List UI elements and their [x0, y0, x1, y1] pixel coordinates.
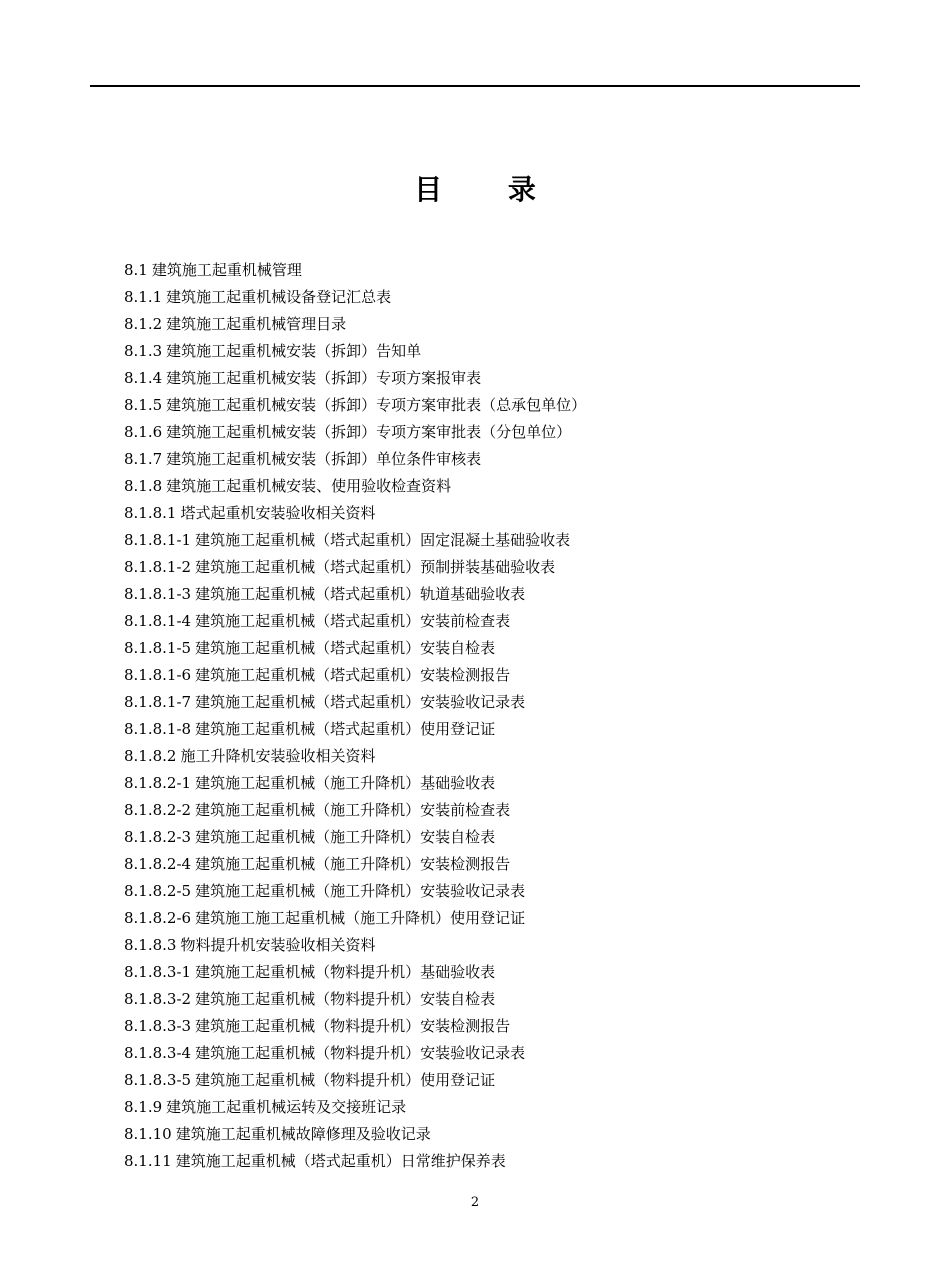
toc-entry: [124, 1094, 586, 1121]
toc-entry-text: 建筑施工起重机械管理: [151, 261, 302, 279]
toc-entry-number: 8.1: [124, 261, 148, 279]
toc-entry-number: 8.1.8.1: [124, 504, 177, 522]
toc-entry-text: 建筑施工起重机械（施工升降机）安装验收记录表: [195, 882, 526, 900]
toc-entry-number: 8.1.8.2-6: [124, 909, 192, 927]
toc-entry-number: 8.1.8.2: [124, 747, 177, 765]
toc-entry: [124, 797, 586, 824]
toc-entry-number: 8.1.8.2-3: [124, 828, 192, 846]
toc-entry-text: 建筑施工起重机械（施工升降机）安装前检查表: [195, 801, 511, 819]
toc-entry: [124, 743, 586, 770]
toc-entry-number: 8.1.8: [124, 477, 163, 495]
toc-entry: [124, 1013, 586, 1040]
toc-entry: [124, 932, 586, 959]
toc-entry-text: 建筑施工起重机械安装、使用验收检查资料: [166, 477, 452, 495]
toc-entry: [124, 419, 586, 446]
toc-entry: [124, 311, 586, 338]
toc-entry-number: 8.1.8.2-1: [124, 774, 192, 792]
toc-entry-number: 8.1.3: [124, 342, 163, 360]
toc-entry-text: 建筑施工起重机械（施工升降机）安装自检表: [195, 828, 496, 846]
toc-entry-text: 建筑施工起重机械安装（拆卸）告知单: [166, 342, 422, 360]
toc-entry-number: 8.1.11: [124, 1152, 172, 1170]
toc-entry-text: 建筑施工起重机械（物料提升机）安装检测报告: [195, 1017, 511, 1035]
toc-entry-text: 建筑施工起重机械安装（拆卸）专项方案审批表（总承包单位）: [166, 396, 587, 414]
toc-entry-text: 建筑施工起重机械（塔式起重机）预制拼装基础验收表: [195, 558, 556, 576]
toc-entry-number: 8.1.8.1-5: [124, 639, 192, 657]
toc-entry-number: 8.1.8.3-5: [124, 1071, 192, 1089]
toc-entry-number: 8.1.8.1-7: [124, 693, 192, 711]
toc-entry-text: 建筑施工起重机械故障修理及验收记录: [175, 1125, 431, 1143]
toc-entry: [124, 824, 586, 851]
toc-entry-number: 8.1.1: [124, 288, 163, 306]
toc-entry-number: 8.1.8.2-2: [124, 801, 192, 819]
toc-entry-number: 8.1.8.1-1: [124, 531, 192, 549]
toc-entry-text: 建筑施工起重机械（施工升降机）基础验收表: [195, 774, 496, 792]
toc-entry-number: 8.1.8.1-3: [124, 585, 192, 603]
toc-entry-number: 8.1.6: [124, 423, 163, 441]
toc-entry: [124, 446, 586, 473]
toc-entry-number: 8.1.8.3-2: [124, 990, 192, 1008]
toc-entry: [124, 851, 586, 878]
toc-entry: [124, 473, 586, 500]
toc-entry-text: 塔式起重机安装验收相关资料: [180, 504, 376, 522]
toc-entry: [124, 257, 586, 284]
toc-entry-text: 建筑施工起重机械（塔式起重机）固定混凝土基础验收表: [195, 531, 571, 549]
toc-entry-number: 8.1.8.3: [124, 936, 177, 954]
toc-entry-text: 建筑施工起重机械（塔式起重机）日常维护保养表: [175, 1152, 506, 1170]
toc-entry-number: 8.1.7: [124, 450, 163, 468]
toc-entry-text: 建筑施工起重机械（塔式起重机）使用登记证: [195, 720, 496, 738]
toc-entry: [124, 581, 586, 608]
toc-entry-number: 8.1.4: [124, 369, 163, 387]
table-of-contents: [124, 257, 586, 1175]
toc-entry-text: 建筑施工起重机械（物料提升机）安装自检表: [195, 990, 496, 1008]
page-title: 目 录: [414, 173, 564, 206]
toc-entry: [124, 527, 586, 554]
toc-entry: [124, 689, 586, 716]
toc-entry: [124, 554, 586, 581]
toc-entry-number: 8.1.8.1-8: [124, 720, 192, 738]
toc-entry: [124, 284, 586, 311]
toc-entry: [124, 959, 586, 986]
toc-entry: [124, 1121, 586, 1148]
toc-entry: [124, 905, 586, 932]
toc-entry: [124, 635, 586, 662]
toc-entry-number: 8.1.8.2-4: [124, 855, 192, 873]
toc-entry-text: 建筑施工起重机械管理目录: [166, 315, 347, 333]
toc-entry-text: 物料提升机安装验收相关资料: [180, 936, 376, 954]
toc-entry-text: 建筑施工起重机械（塔式起重机）安装验收记录表: [195, 693, 526, 711]
toc-entry-number: 8.1.8.1-2: [124, 558, 192, 576]
toc-entry-text: 建筑施工起重机械安装（拆卸）单位条件审核表: [166, 450, 482, 468]
toc-entry-number: 8.1.8.3-4: [124, 1044, 192, 1062]
toc-entry-text: 建筑施工起重机械运转及交接班记录: [166, 1098, 407, 1116]
toc-entry-number: 8.1.8.2-5: [124, 882, 192, 900]
toc-entry-text: 建筑施工起重机械（塔式起重机）安装自检表: [195, 639, 496, 657]
toc-entry: [124, 716, 586, 743]
toc-entry-number: 8.1.9: [124, 1098, 163, 1116]
toc-entry: [124, 608, 586, 635]
toc-entry-text: 建筑施工起重机械（物料提升机）基础验收表: [195, 963, 496, 981]
toc-entry-number: 8.1.10: [124, 1125, 172, 1143]
toc-entry: [124, 500, 586, 527]
toc-entry: [124, 338, 586, 365]
toc-entry: [124, 392, 586, 419]
page-number: 2: [470, 1195, 480, 1210]
toc-entry: [124, 770, 586, 797]
toc-entry-text: 建筑施工起重机械（塔式起重机）安装前检查表: [195, 612, 511, 630]
toc-entry-number: 8.1.8.3-1: [124, 963, 192, 981]
header-rule: [90, 85, 860, 87]
toc-entry-text: 建筑施工起重机械（物料提升机）安装验收记录表: [195, 1044, 526, 1062]
toc-entry-text: 建筑施工起重机械安装（拆卸）专项方案报审表: [166, 369, 482, 387]
toc-entry-text: 建筑施工施工起重机械（施工升降机）使用登记证: [195, 909, 526, 927]
toc-entry-number: 8.1.8.3-3: [124, 1017, 192, 1035]
toc-entry-number: 8.1.8.1-6: [124, 666, 192, 684]
toc-entry: [124, 878, 586, 905]
toc-entry: [124, 1040, 586, 1067]
toc-entry: [124, 986, 586, 1013]
toc-entry-text: 建筑施工起重机械安装（拆卸）专项方案审批表（分包单位）: [166, 423, 572, 441]
toc-entry: [124, 1148, 586, 1175]
toc-entry-number: 8.1.5: [124, 396, 163, 414]
toc-entry-number: 8.1.2: [124, 315, 163, 333]
toc-entry-text: 建筑施工起重机械设备登记汇总表: [166, 288, 392, 306]
toc-entry-text: 施工升降机安装验收相关资料: [180, 747, 376, 765]
toc-entry-text: 建筑施工起重机械（物料提升机）使用登记证: [195, 1071, 496, 1089]
toc-entry: [124, 365, 586, 392]
toc-entry: [124, 662, 586, 689]
toc-entry-text: 建筑施工起重机械（施工升降机）安装检测报告: [195, 855, 511, 873]
toc-entry: [124, 1067, 586, 1094]
toc-entry-text: 建筑施工起重机械（塔式起重机）安装检测报告: [195, 666, 511, 684]
toc-entry-number: 8.1.8.1-4: [124, 612, 192, 630]
toc-entry-text: 建筑施工起重机械（塔式起重机）轨道基础验收表: [195, 585, 526, 603]
